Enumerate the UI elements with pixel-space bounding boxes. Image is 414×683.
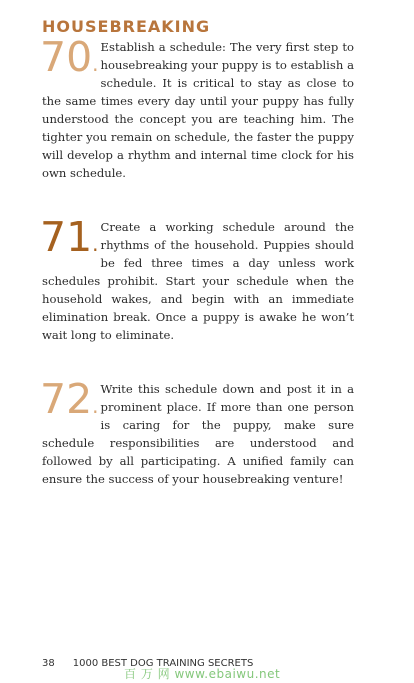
secret-71 [40,213,354,344]
secret-72 [40,375,354,488]
secret-number: 70. [40,33,99,81]
book-title: 1000 BEST DOG TRAINING SECRETS [72,658,254,669]
secret-text: Create a working schedule around the rhythms of the household. Puppies should be fed three times a day unless work schedules prohibit. Start your schedule when the household wakes, and begin with an immediate elimination break. Once a puppy is awake he won’t wait long to eliminate. [42,220,354,342]
secret-text: Write this schedule down and post it in a prominent place. If more than one person is caring for the puppy, make sure schedule responsibilities are understood and followed by all participating. A unified family can ensure the success of your housebreaking venture! [42,382,354,486]
section-title: HOUSEBREAKING [42,17,211,36]
secret-paragraph [40,33,354,182]
watermark: 百 万 网 www.ebaiwu.net [124,667,281,681]
book-page [42,0,354,683]
secret-number: 72. [40,375,99,423]
secret-text: Establish a schedule: The very first step to housebreaking your puppy is to establish a schedule. It is critical to stay as close to the same times every day until your puppy has fully understood the concept you are teaching him. The tighter you remain on schedule, the faster the puppy will develop a rhythm and internal time clock for his own schedule. [42,40,354,180]
secret-paragraph [40,375,354,488]
secret-paragraph [40,213,354,344]
secret-number: 71. [40,213,99,261]
secret-70 [40,33,354,182]
page-number: 38 [42,658,55,669]
